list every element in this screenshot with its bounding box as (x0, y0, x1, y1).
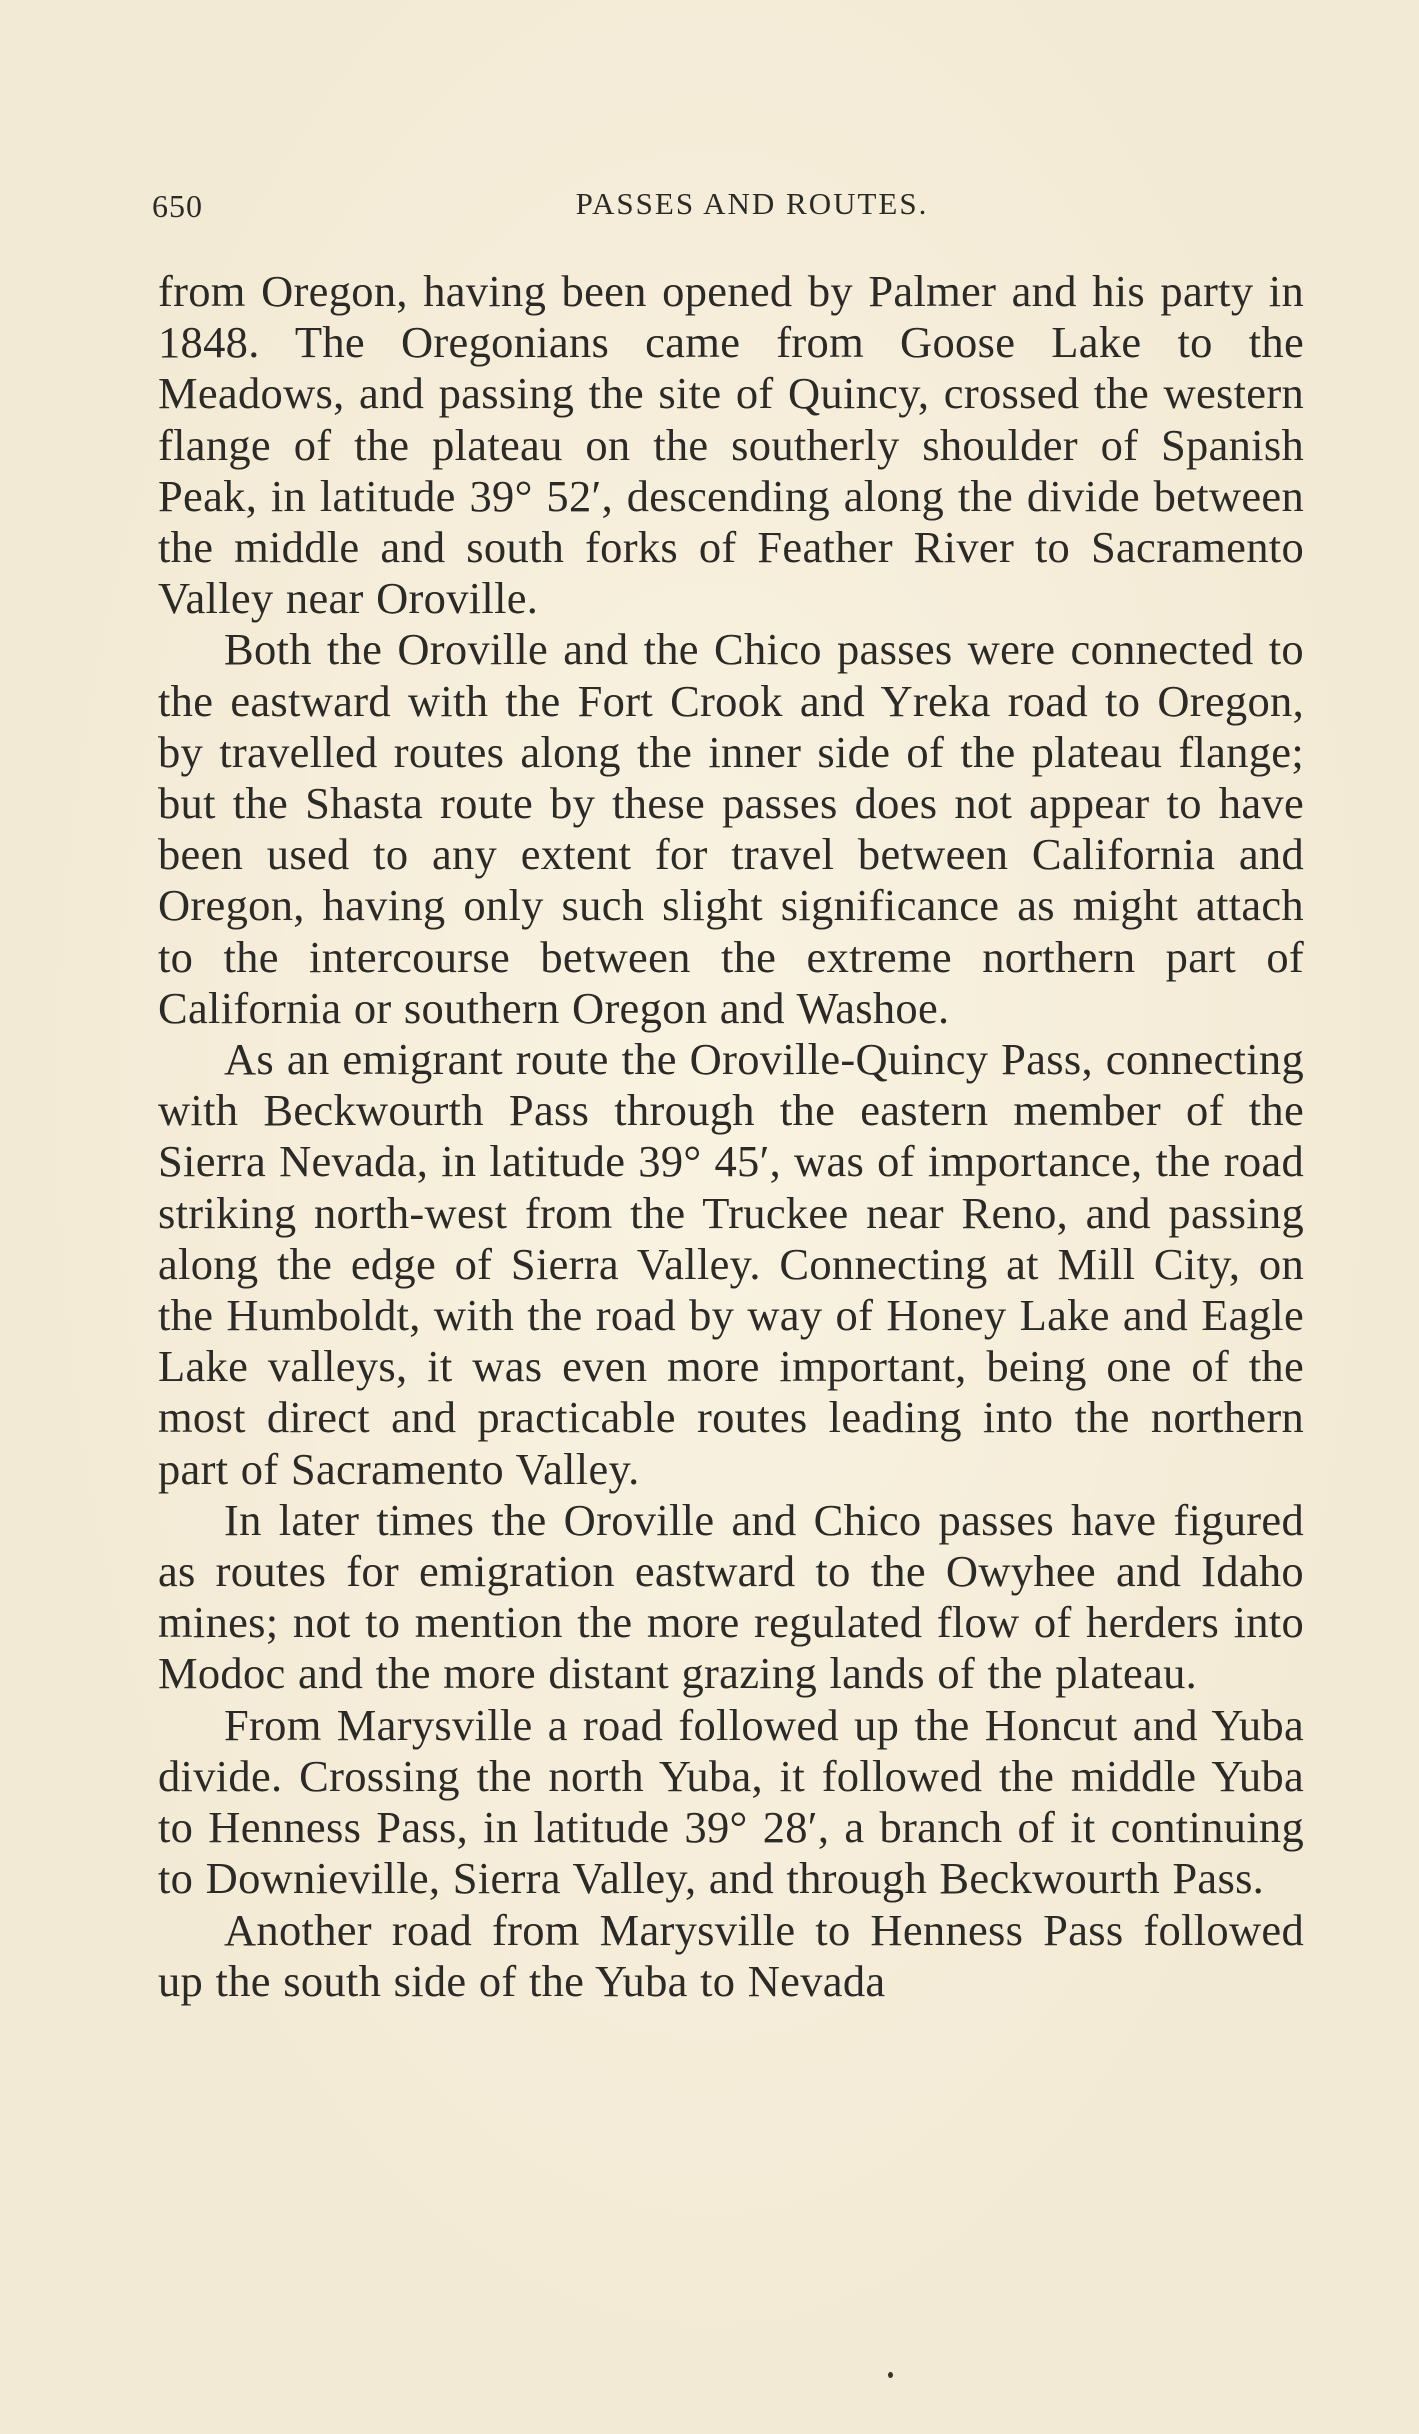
paragraph: In later times the Oroville and Chico passes have figured as routes for emigration eastward to the Owyhee and Idaho mines; not to mention the more regulated flow of herders into Modoc and the more distant grazing lands of the plateau. (158, 1494, 1304, 1699)
body-text (158, 266, 1304, 2007)
page-number: 650 (152, 188, 203, 224)
paragraph: From Marysville a road followed up the Honcut and Yuba divide. Crossing the north Yuba, it followed the middle Yuba to Henness Pass, in latitude 39° 28′, a branch of it continuing to Downieville, Sierra Valley, and through Beckwourth Pass. (158, 1699, 1304, 1904)
paragraph: Both the Oroville and the Chico passes were connected to the eastward with the Fort Crook and Yreka road to Oregon, by travelled routes along the inner side of the plateau flange; but the Shasta route by these passes does not appear to have been used to any extent for travel between California and Oregon, having only such slight significance as might attach to the intercourse between the extreme northern part of California or southern Oregon and Washoe. (158, 624, 1304, 1033)
running-head: PASSES AND ROUTES. (575, 186, 929, 221)
page-header (152, 182, 1312, 232)
paragraph-continuation: from Oregon, having been opened by Palmer and his party in 1848. The Oregonians came from Goose Lake to the Meadows, and passing the site of Quincy, crossed the western flange of the plateau on the southerly shoulder of Spanish Peak, in latitude 39° 52′, descending along the divide between the middle and south forks of Feather River to Sacramento Valley near Oroville. (158, 266, 1304, 624)
paragraph-continued: Another road from Marysville to Henness Pass followed up the south side of the Yuba to Nevada (158, 1904, 1304, 2006)
paragraph: As an emigrant route the Oroville-Quincy Pass, connecting with Beckwourth Pass through the eastern member of the Sierra Nevada, in latitude 39° 45′, was of importance, the road striking north-west from the Truckee near Reno, and passing along the edge of Sierra Valley. Connecting at Mill City, on the Humboldt, with the road by way of Honey Lake and Eagle Lake valleys, it was even more important, being one of the most direct and practicable routes leading into the northern part of Sacramento Valley. (158, 1034, 1304, 1494)
ink-speck (888, 2372, 893, 2378)
